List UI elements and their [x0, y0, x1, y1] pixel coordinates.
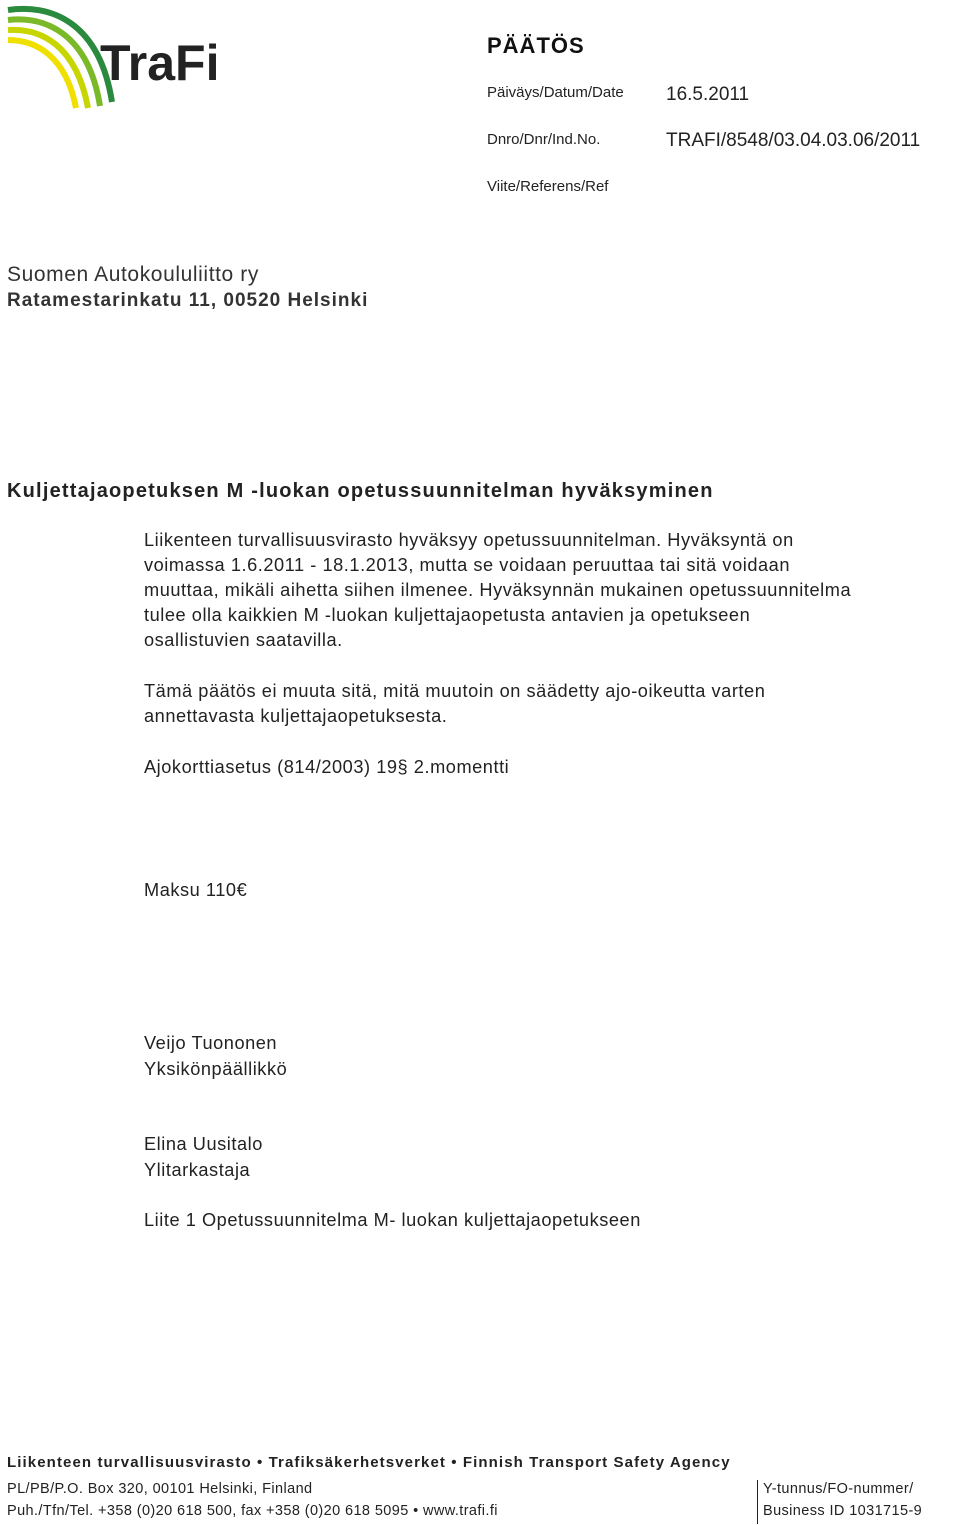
attachment: Liite 1 Opetussuunnitelma M- luokan kuljettajaopetukseen — [144, 1210, 641, 1230]
logo-wordmark: TraFi — [100, 35, 220, 91]
paragraph-line: Tämä päätös ei muuta sitä, mitä muutoin on säädetty ajo-oikeutta varten — [144, 681, 766, 701]
legal-reference: Ajokorttiasetus (814/2003) 19§ 2.momentti — [144, 757, 510, 777]
fee: Maksu 110€ — [144, 880, 248, 900]
ref-label: Viite/Referens/Ref — [487, 178, 609, 195]
business-id: Business ID 1031715-9 — [763, 1503, 923, 1519]
paragraph-line: osallistuvien saatavilla. — [144, 630, 343, 650]
paragraph-line: Liikenteen turvallisuusvirasto hyväksyy opetussuunnitelman. Hyväksyntä on — [144, 530, 794, 550]
paragraph-line: annettavasta kuljettajaopetuksesta. — [144, 706, 448, 726]
date-value: 16.5.2011 — [666, 84, 750, 105]
business-id-label: Y-tunnus/FO-nummer/ — [763, 1481, 914, 1497]
footer-phone: Puh./Tfn/Tel. +358 (0)20 618 500, fax +358 (0)20 618 5095 • www.trafi.fi — [7, 1503, 498, 1519]
recipient-name: Suomen Autokoululiitto ry — [7, 263, 259, 286]
footer-divider — [757, 1480, 758, 1524]
dnro-value: TRAFI/8548/03.04.03.06/2011 — [666, 130, 921, 151]
signer-2-name: Elina Uusitalo — [144, 1134, 263, 1154]
signer-1-title: Yksikönpäällikkö — [144, 1059, 288, 1079]
document-type: PÄÄTÖS — [487, 33, 585, 58]
recipient-address: Ratamestarinkatu 11, 00520 Helsinki — [7, 290, 369, 311]
footer-address: PL/PB/P.O. Box 320, 00101 Helsinki, Finland — [7, 1481, 313, 1497]
signer-1-name: Veijo Tuononen — [144, 1033, 278, 1053]
paragraph-approval — [144, 528, 851, 653]
date-label: Päiväys/Datum/Date — [487, 84, 624, 101]
paragraph-line: voimassa 1.6.2011 - 18.1.2013, mutta se voidaan peruuttaa tai sitä voidaan — [144, 555, 790, 575]
signer-2-title: Ylitarkastaja — [144, 1160, 251, 1180]
decision-title: Kuljettajaopetuksen M -luokan opetussuunnitelman hyväksyminen — [7, 480, 714, 502]
paragraph-line: muuttaa, mikäli aihetta siihen ilmenee. Hyväksynnän mukainen opetussuunnitelma — [144, 580, 852, 600]
paragraph-driving-rights — [144, 679, 765, 729]
paragraph-line: tulee olla kaikkien M -luokan kuljettajaopetusta antavien ja opetukseen — [144, 605, 751, 625]
dnro-label: Dnro/Dnr/Ind.No. — [487, 131, 601, 148]
trafi-logo — [4, 2, 266, 112]
footer-organization: Liikenteen turvallisuusvirasto • Trafiksäkerhetsverket • Finnish Transport Safety Agency — [7, 1454, 731, 1471]
